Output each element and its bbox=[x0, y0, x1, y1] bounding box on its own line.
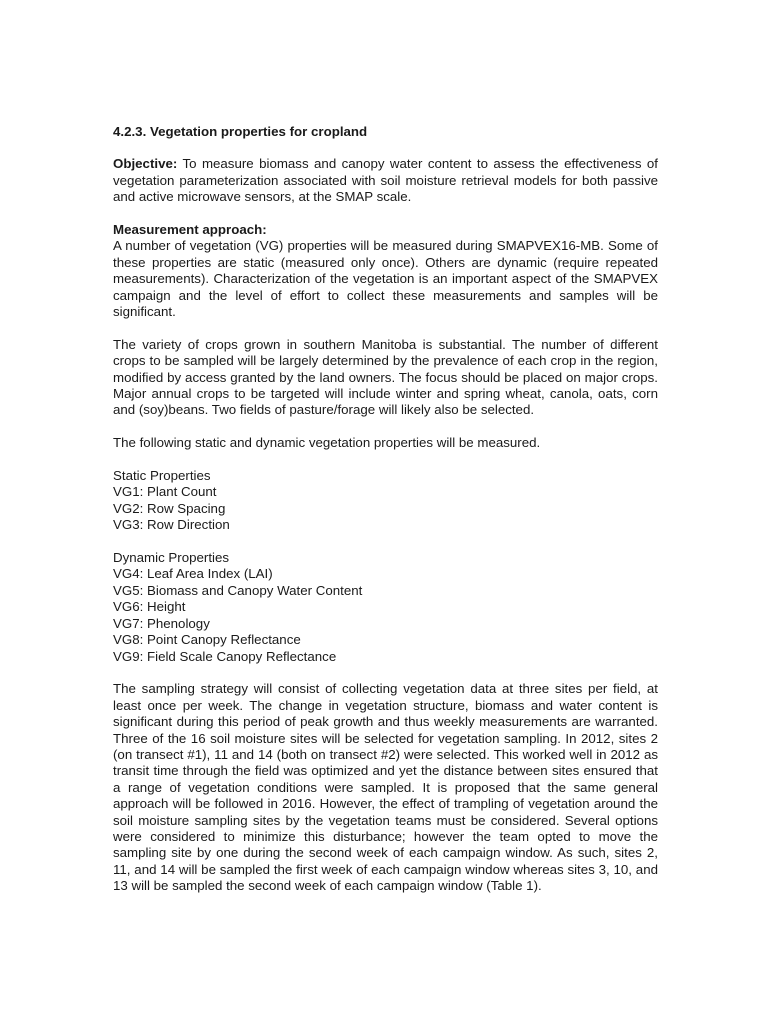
measurement-label: Measurement approach: bbox=[113, 222, 267, 238]
document-page bbox=[113, 124, 658, 911]
list-item: VG1: Plant Count bbox=[113, 484, 217, 500]
list-item: VG9: Field Scale Canopy Reflectance bbox=[113, 648, 337, 664]
objective-label: Objective: bbox=[113, 156, 178, 172]
objective-text: To measure biomass and canopy water content to assess the effectiveness of vegetation parameterization associated with soil moisture retrieval models for both passive and active microwave sensors, at the SMAP scale. bbox=[113, 156, 658, 205]
measurement-paragraph: A number of vegetation (VG) properties will be measured during SMAPVEX16-MB. Some of these properties are static (measured only once). Others are dynamic (require repeated measurements). Characterization of the vegetation is an important aspect of the SMAPVEX campaign and the level of effort to collect these measurements and samples will be significant. bbox=[113, 238, 658, 320]
list-item: VG6: Height bbox=[113, 599, 186, 615]
objective-paragraph bbox=[113, 156, 658, 205]
dynamic-properties-list bbox=[113, 550, 658, 665]
static-properties-heading: Static Properties bbox=[113, 468, 211, 484]
list-item: VG8: Point Canopy Reflectance bbox=[113, 632, 301, 648]
list-item: VG7: Phenology bbox=[113, 615, 210, 631]
list-item: VG2: Row Spacing bbox=[113, 500, 226, 516]
static-properties-list bbox=[113, 468, 658, 534]
dynamic-properties-heading: Dynamic Properties bbox=[113, 550, 230, 566]
sampling-paragraph: The sampling strategy will consist of collecting vegetation data at three sites per field, at least once per week. The change in vegetation structure, biomass and water content is significant during this period of peak growth and thus weekly measurements are warranted. Three of the 16 soil moisture sites will be selected for vegetation sampling. In 2012, sites 2 (on transect #1), 11 and 14 (both on transect #2) were selected. This worked well in 2012 as transit time through the field was optimized and yet the distance between sites ensured that a range of vegetation conditions were sampled. It is proposed that the same general approach will be followed in 2016. However, the effect of trampling of vegetation around the soil moisture sampling sites by the vegetation teams must be considered. Several options were considered to minimize this disturbance; however the team opted to move the sampling site by one during the second week of each campaign window. As such, sites 2, 11, and 14 will be sampled the first week of each campaign window whereas sites 3, 10, and 13 will be sampled the second week of each campaign window (Table 1). bbox=[113, 681, 658, 894]
section-title: 4.2.3. Vegetation properties for cropland bbox=[113, 124, 368, 139]
list-item: VG3: Row Direction bbox=[113, 517, 230, 533]
crops-paragraph: The variety of crops grown in southern Manitoba is substantial. The number of different crops to be sampled will be largely determined by the prevalence of each crop in the region, modified by access granted by the land owners. The focus should be placed on major crops. Major annual crops to be targeted will include winter and spring wheat, canola, oats, corn and (soy)beans. Two fields of pasture/forage will likely also be selected. bbox=[113, 336, 658, 418]
list-item: VG4: Leaf Area Index (LAI) bbox=[113, 566, 273, 582]
list-item: VG5: Biomass and Canopy Water Content bbox=[113, 582, 363, 598]
properties-intro: The following static and dynamic vegetation properties will be measured. bbox=[113, 435, 541, 451]
